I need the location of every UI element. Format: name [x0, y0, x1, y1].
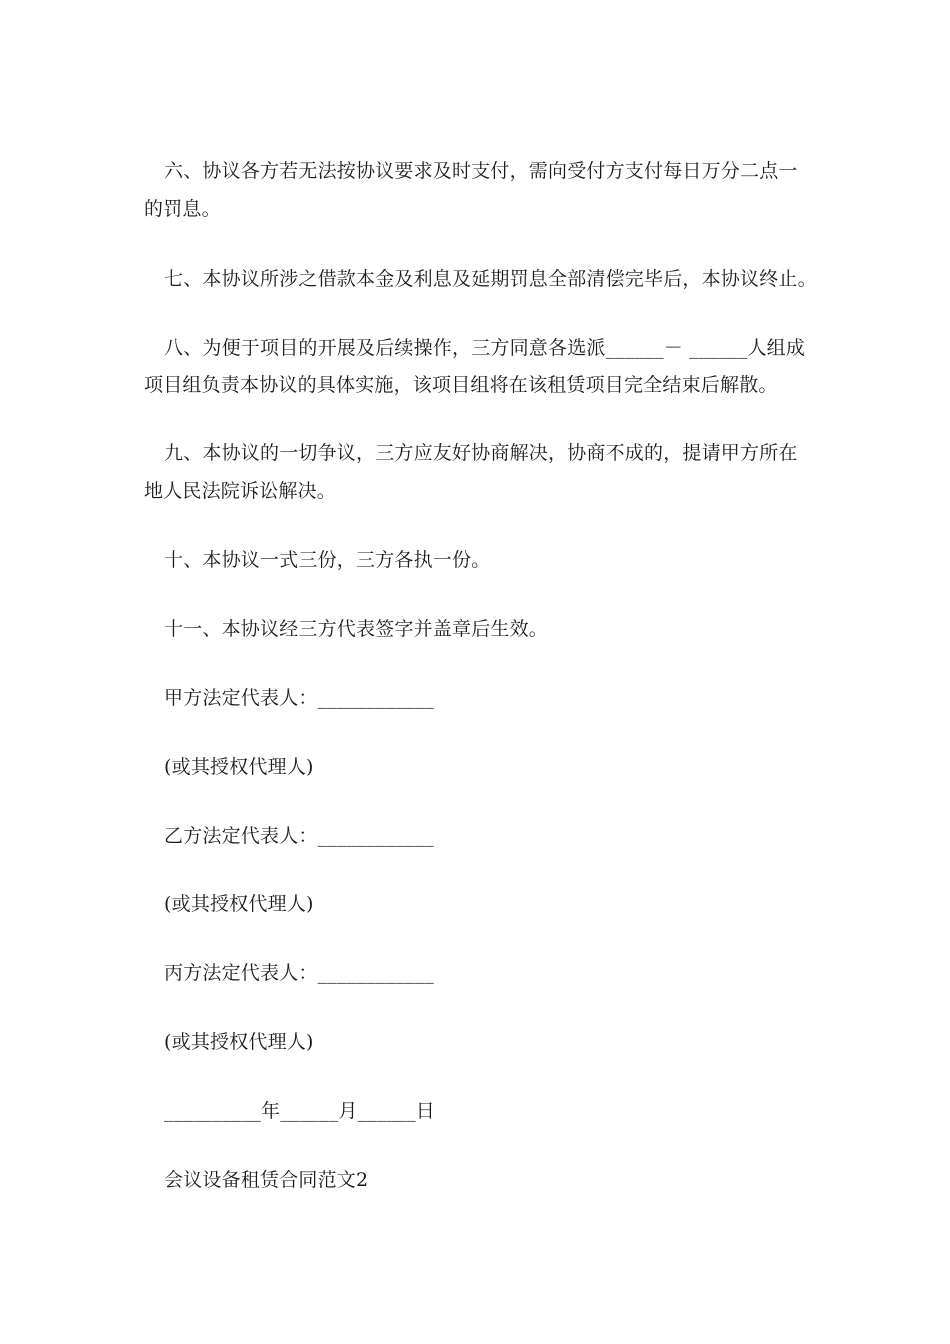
clause-8-line-2: 项目组负责本协议的具体实施，该项目组将在该租赁项目完全结束后解散。 — [144, 374, 778, 396]
clause-9-line-1: 九、本协议的一切争议，三方应友好协商解决，协商不成的，提请甲方所在 — [164, 442, 798, 464]
signing-date: __________年______月______日 — [164, 1100, 436, 1122]
clause-7-line-1: 七、本协议所涉之借款本金及利息及延期罚息全部清偿完毕后，本协议终止。 — [164, 268, 817, 290]
clause-8-line-1: 八、为便于项目的开展及后续操作，三方同意各选派______－ ______人组成 — [164, 337, 806, 359]
clause-6-line-2: 的罚息。 — [144, 198, 221, 220]
party-b-agent: (或其授权代理人) — [164, 893, 314, 915]
clause-10: 十、本协议一式三份，三方各执一份。 — [164, 549, 491, 571]
party-a-agent: (或其授权代理人) — [164, 756, 314, 778]
party-c-agent: (或其授权代理人) — [164, 1031, 314, 1053]
party-b-representative: 乙方法定代表人：____________ — [164, 825, 435, 847]
clause-11: 十一、本协议经三方代表签字并盖章后生效。 — [164, 618, 549, 640]
party-a-representative: 甲方法定代表人：____________ — [164, 687, 435, 709]
party-c-representative: 丙方法定代表人：____________ — [164, 962, 435, 984]
clause-9-line-2: 地人民法院诉讼解决。 — [144, 480, 337, 502]
clause-6-line-1: 六、协议各方若无法按协议要求及时支付，需向受付方支付每日万分二点一 — [164, 160, 798, 182]
next-section-title: 会议设备租赁合同范文2 — [164, 1169, 369, 1191]
